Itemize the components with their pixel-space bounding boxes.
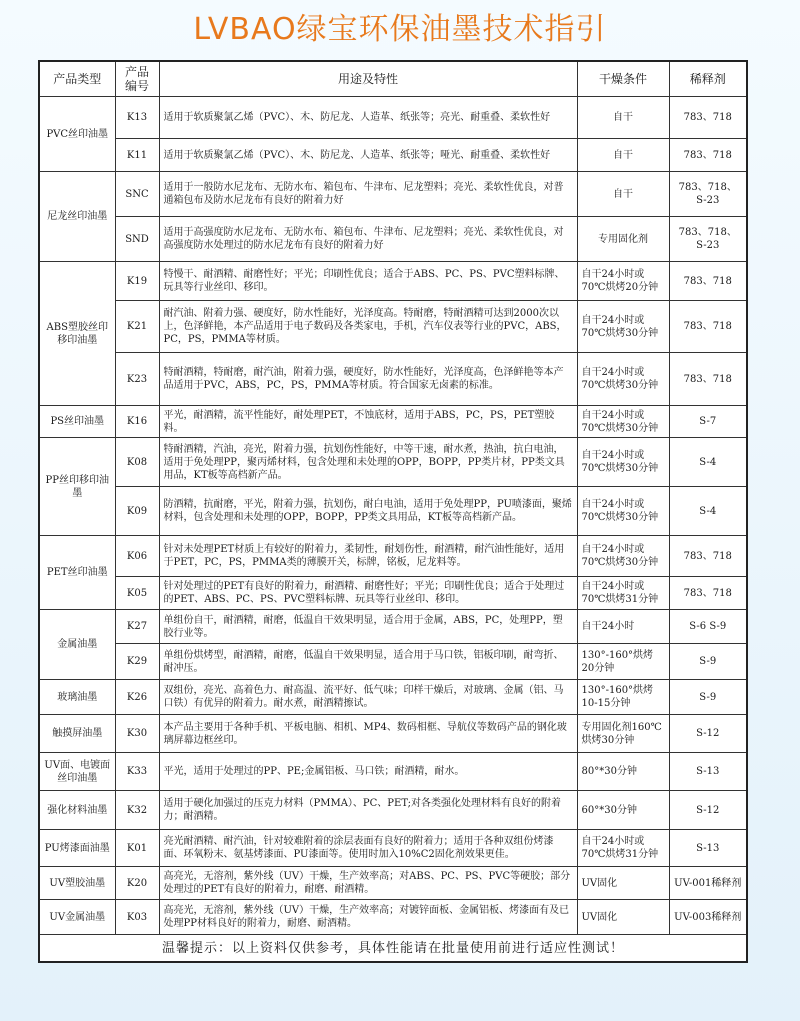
table-row xyxy=(39,262,747,301)
thinner-cell: S-12 xyxy=(669,791,747,830)
dry-condition-cell: 专用固化剂160℃烘烤30分钟 xyxy=(577,715,669,753)
product-code-cell: K23 xyxy=(115,353,159,406)
dry-condition-cell: 自干24小时或70℃烘烤31分钟 xyxy=(577,577,669,610)
table-body xyxy=(39,97,747,935)
product-code-cell: K30 xyxy=(115,715,159,753)
dry-condition-cell: 自干 xyxy=(577,97,669,139)
thinner-cell: UV-003稀释剂 xyxy=(669,900,747,935)
dry-condition-cell: 80°*30分钟 xyxy=(577,753,669,791)
thinner-cell: 783、718 xyxy=(669,97,747,139)
thinner-cell: 783、718 xyxy=(669,353,747,406)
thinner-cell: S-9 xyxy=(669,644,747,680)
dry-condition-cell: 自干24小时或70℃烘烤30分钟 xyxy=(577,438,669,487)
product-code-cell: K19 xyxy=(115,262,159,301)
product-code-cell: K21 xyxy=(115,301,159,353)
thinner-cell: 783、718 xyxy=(669,577,747,610)
product-code-cell: K13 xyxy=(115,97,159,139)
table-row xyxy=(39,900,747,935)
thinner-cell: S-4 xyxy=(669,438,747,487)
usage-cell: 双组份，亮光、高着色力、耐高温、流平好、低气味；印样干燥后，对玻璃、金属（铝、马口铁）有优异的附着力。耐水煮，耐酒精擦试。 xyxy=(159,680,577,715)
product-type-cell: PS丝印油墨 xyxy=(39,406,115,438)
dry-condition-cell: 130°-160°烘烤20分钟 xyxy=(577,644,669,680)
product-code-cell: K11 xyxy=(115,139,159,172)
dry-condition-cell: 自干24小时或70℃烘烤31分钟 xyxy=(577,830,669,867)
product-code-cell: K29 xyxy=(115,644,159,680)
table-row xyxy=(39,830,747,867)
usage-cell: 防酒精，抗耐磨，平光，附着力强，抗划伤，耐白电油，适用于免处理PP，PU喷漆面，聚烯材料，包含处理和未处理的OPP，BOPP，PP类文具用品，KT板等高档新产品。 xyxy=(159,487,577,536)
product-code-cell: K09 xyxy=(115,487,159,536)
usage-cell: 单组份烘烤型，耐酒精，耐磨，低温自干效果明显，适合用于马口铁，铝板印刷，耐弯折、耐冲压。 xyxy=(159,644,577,680)
product-type-cell: UV金属油墨 xyxy=(39,900,115,935)
thinner-cell: S-6 S-9 xyxy=(669,610,747,644)
usage-cell: 高亮光，无溶剂，紫外线（UV）干燥，生产效率高；对镀锌面板、金属铝板、烤漆面有及已处理PP材料良好的附着力，耐磨、耐酒精。 xyxy=(159,900,577,935)
product-code-cell: K03 xyxy=(115,900,159,935)
product-type-cell: 强化材料油墨 xyxy=(39,791,115,830)
product-type-cell: PET丝印油墨 xyxy=(39,536,115,610)
usage-cell: 针对处理过的PET有良好的附着力，耐酒精、耐磨性好；平光；印刷性优良；适合于处理过的PET、ABS、PC、PS、PVC塑料标牌、玩具等行业丝印、移印。 xyxy=(159,577,577,610)
product-code-cell: K20 xyxy=(115,867,159,900)
product-code-cell: K16 xyxy=(115,406,159,438)
usage-cell: 单组份自干，耐酒精，耐磨，低温自干效果明显，适合用于金属，ABS，PC，处理PP，塑胶行业等。 xyxy=(159,610,577,644)
dry-condition-cell: 自干24小时或70℃烘烤30分钟 xyxy=(577,301,669,353)
thinner-cell: 783、718 xyxy=(669,301,747,353)
product-type-cell: PP丝印移印油墨 xyxy=(39,438,115,536)
header-usage: 用途及特性 xyxy=(159,61,577,97)
product-code-cell: SNC xyxy=(115,172,159,217)
page-title: LVBAO绿宝环保油墨技术指引 xyxy=(193,12,607,47)
product-type-cell: UV塑胶油墨 xyxy=(39,867,115,900)
product-code-cell: K32 xyxy=(115,791,159,830)
usage-cell: 特慢干、耐酒精、耐磨性好；平光；印刷性优良；适合于ABS、PC、PS、PVC塑料标牌、玩具等行业丝印、移印。 xyxy=(159,262,577,301)
product-type-cell: PU烤漆面油墨 xyxy=(39,830,115,867)
usage-cell: 高亮光，无溶剂，紫外线（UV）干燥，生产效率高；对ABS、PC、PS、PVC等硬胶；部分处理过的PET有良好的附着力，耐磨、耐酒精。 xyxy=(159,867,577,900)
table-row xyxy=(39,753,747,791)
product-type-cell: 触摸屏油墨 xyxy=(39,715,115,753)
dry-condition-cell: 自干24小时或70℃烘烤30分钟 xyxy=(577,487,669,536)
header-type: 产品类型 xyxy=(39,61,115,97)
usage-cell: 适用于高强度防水尼龙布、无防水布、箱包布、牛津布、尼龙塑料；亮光、柔软性优良，对高强度防水处理过的防水尼龙布有良好的附着力好 xyxy=(159,217,577,262)
thinner-cell: S-13 xyxy=(669,753,747,791)
usage-cell: 耐汽油、附着力强、硬度好，防水性能好，光泽度高。特耐磨，特耐酒精可达到2000次以上，色泽鲜艳，本产品适用于电子数码及各类家电，手机，汽车仪表等行业的PVC，ABS，PC，PS，PMMA等材质。 xyxy=(159,301,577,353)
usage-cell: 适用于软质聚氯乙烯（PVC）、木、防尼龙、人造革、纸张等；哑光、耐重叠、柔软性好 xyxy=(159,139,577,172)
thinner-cell: S-12 xyxy=(669,715,747,753)
header-dry: 干燥条件 xyxy=(577,61,669,97)
table-row xyxy=(39,301,747,353)
dry-condition-cell: 专用固化剂 xyxy=(577,217,669,262)
header-thinner: 稀释剂 xyxy=(669,61,747,97)
table-row xyxy=(39,867,747,900)
table-row xyxy=(39,715,747,753)
product-type-cell: PVC丝印油墨 xyxy=(39,97,115,172)
product-type-cell: 玻璃油墨 xyxy=(39,680,115,715)
product-code-cell: K05 xyxy=(115,577,159,610)
dry-condition-cell: UV固化 xyxy=(577,867,669,900)
product-code-cell: K08 xyxy=(115,438,159,487)
dry-condition-cell: 自干 xyxy=(577,172,669,217)
table-row xyxy=(39,353,747,406)
dry-condition-cell: 130°-160°烘烤10-15分钟 xyxy=(577,680,669,715)
table-row xyxy=(39,680,747,715)
product-code-cell: K33 xyxy=(115,753,159,791)
footer-note: 温馨提示：以上资料仅供参考，具体性能请在批量使用前进行适应性测试！ xyxy=(39,935,747,963)
thinner-cell: 783、718 xyxy=(669,139,747,172)
table-row xyxy=(39,406,747,438)
table-row xyxy=(39,536,747,577)
dry-condition-cell: 自干24小时或70℃烘烤30分钟 xyxy=(577,353,669,406)
usage-cell: 平光，耐酒精，流平性能好，耐处理PET，不蚀底材，适用于ABS，PC，PS，PET塑胶料。 xyxy=(159,406,577,438)
table-row xyxy=(39,139,747,172)
spec-table xyxy=(38,60,748,963)
dry-condition-cell: UV固化 xyxy=(577,900,669,935)
header-row xyxy=(39,61,747,97)
thinner-cell: 783、718 xyxy=(669,536,747,577)
usage-cell: 适用于软质聚氯乙烯（PVC）、木、防尼龙、人造革、纸张等；亮光、耐重叠、柔软性好 xyxy=(159,97,577,139)
usage-cell: 本产品主要用于各种手机、平板电脑、相机、MP4、数码相框、导航仪等数码产品的钢化玻璃屏幕边框丝印。 xyxy=(159,715,577,753)
product-code-cell: SND xyxy=(115,217,159,262)
dry-condition-cell: 自干24小时或70℃烘烤30分钟 xyxy=(577,406,669,438)
usage-cell: 平光，适用于处理过的PP、PE;金属铝板、马口铁；耐酒精，耐水。 xyxy=(159,753,577,791)
product-type-cell: 尼龙丝印油墨 xyxy=(39,172,115,262)
product-type-cell: UV面、电镀面丝印油墨 xyxy=(39,753,115,791)
thinner-cell: 783、718、S-23 xyxy=(669,217,747,262)
thinner-cell: 783、718、S-23 xyxy=(669,172,747,217)
thinner-cell: UV-001稀释剂 xyxy=(669,867,747,900)
product-type-cell: 金属油墨 xyxy=(39,610,115,680)
dry-condition-cell: 自干 xyxy=(577,139,669,172)
product-code-cell: K06 xyxy=(115,536,159,577)
table-row xyxy=(39,217,747,262)
thinner-cell: S-13 xyxy=(669,830,747,867)
product-type-cell: ABS塑胶丝印移印油墨 xyxy=(39,262,115,406)
dry-condition-cell: 60°*30分钟 xyxy=(577,791,669,830)
header-code: 产品 编号 xyxy=(115,61,159,97)
footer-row xyxy=(39,935,747,963)
product-code-cell: K26 xyxy=(115,680,159,715)
table-row xyxy=(39,644,747,680)
product-code-cell: K27 xyxy=(115,610,159,644)
table-row xyxy=(39,97,747,139)
dry-condition-cell: 自干24小时或70℃烘烤20分钟 xyxy=(577,262,669,301)
thinner-cell: 783、718 xyxy=(669,262,747,301)
usage-cell: 特耐酒精，汽油，亮光，附着力强，抗划伤性能好，中等干速，耐水煮，热油，抗白电油，适用于免处理PP，聚丙烯材料，包含处理和未处理的OPP，BOPP，PP类片材，PP类文具用品，KT板等高档新产品。 xyxy=(159,438,577,487)
table-row xyxy=(39,438,747,487)
dry-condition-cell: 自干24小时 xyxy=(577,610,669,644)
usage-cell: 特耐酒精，特耐磨，耐汽油，附着力强，硬度好，防水性能好，光泽度高，色泽鲜艳等本产品适用于PVC，ABS，PC，PS，PMMA等材质。符合国家无卤素的标准。 xyxy=(159,353,577,406)
table-row xyxy=(39,610,747,644)
usage-cell: 针对未处理PET材质上有较好的附着力，柔韧性，耐划伤性，耐酒精，耐汽油性能好，适用于PET，PC，PS，PMMA类的薄膜开关，标牌，铭板，尼龙料等。 xyxy=(159,536,577,577)
product-code-cell: K01 xyxy=(115,830,159,867)
table-row xyxy=(39,791,747,830)
table-row xyxy=(39,577,747,610)
table-row xyxy=(39,172,747,217)
thinner-cell: S-9 xyxy=(669,680,747,715)
thinner-cell: S-4 xyxy=(669,487,747,536)
usage-cell: 适用于硬化加强过的压克力材料（PMMA）、PC、PET;对各类强化处理材料有良好的附着力；耐酒精。 xyxy=(159,791,577,830)
dry-condition-cell: 自干24小时或70℃烘烤30分钟 xyxy=(577,536,669,577)
usage-cell: 亮光耐酒精、耐汽油，针对较难附着的涂层表面有良好的附着力；适用于各种双组份烤漆面、环氧粉末、氨基烤漆面、PU漆面等。使用时加入10%C2固化剂效果更佳。 xyxy=(159,830,577,867)
table-row xyxy=(39,487,747,536)
usage-cell: 适用于一般防水尼龙布、无防水布、箱包布、牛津布、尼龙塑料；亮光、柔软性优良，对普通箱包布及防水尼龙布有良好的附着力好 xyxy=(159,172,577,217)
thinner-cell: S-7 xyxy=(669,406,747,438)
